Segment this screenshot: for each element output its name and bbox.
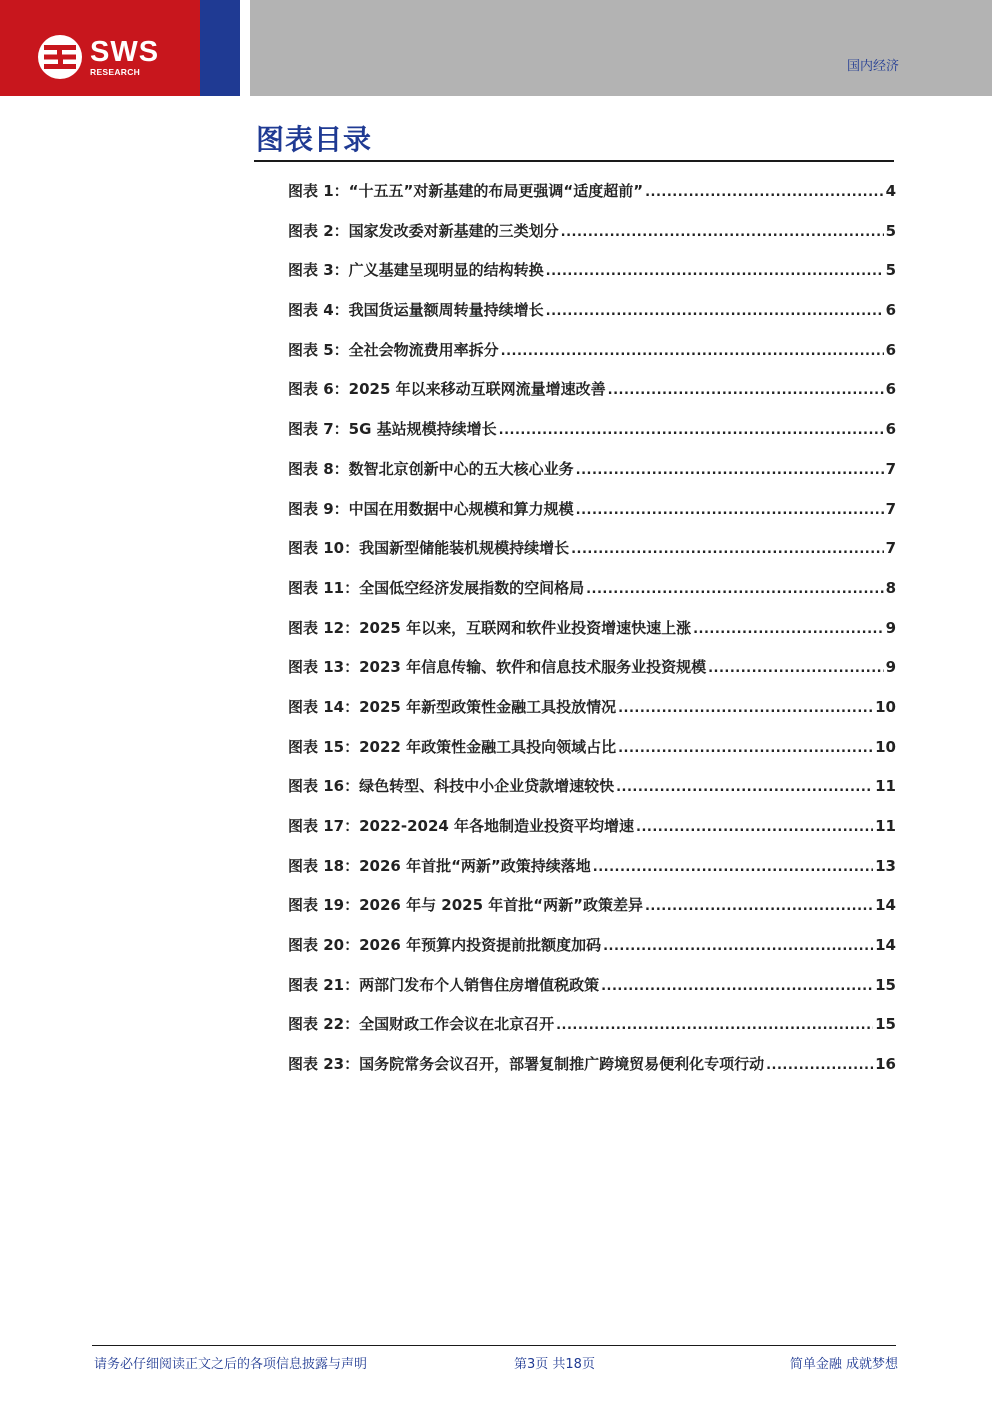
toc-entry-page: 6 (885, 340, 896, 359)
toc-entry[interactable] (288, 811, 896, 851)
toc-entry-title: 图表 8：数智北京创新中心的五大核心业务 (288, 459, 574, 478)
toc-dot-leader (636, 813, 873, 843)
title-divider (254, 160, 894, 162)
toc-dot-leader (576, 456, 884, 486)
page-title: 图表目录 (256, 123, 373, 156)
logo-subtext: RESEARCH (90, 66, 141, 77)
toc-entry-page: 7 (885, 539, 896, 558)
toc-entry[interactable] (288, 930, 896, 970)
toc-dot-leader (618, 694, 873, 724)
toc-entry-title: 图表 4：我国货运量额周转量持续增长 (288, 301, 544, 320)
toc-entry[interactable] (288, 1049, 896, 1089)
sws-logo (36, 33, 159, 81)
footer-disclaimer: 请务必仔细阅读正文之后的各项信息披露与声明 (94, 1357, 368, 1372)
toc-entry-title: 图表 21：两部门发布个人销售住房增值税政策 (288, 975, 600, 994)
toc-dot-leader (693, 615, 883, 645)
toc-entry-title: 图表 14：2025 年新型政策性金融工具投放情况 (288, 697, 617, 716)
footer-divider (92, 1345, 896, 1346)
toc-entry[interactable] (288, 374, 896, 414)
toc-dot-leader (571, 535, 883, 565)
toc-entry-title: 图表 9：中国在用数据中心规模和算力规模 (288, 499, 574, 518)
toc-entry-title: 图表 3：广义基建呈现明显的结构转换 (288, 261, 544, 280)
toc-entry-page: 10 (875, 737, 896, 756)
toc-entry-title: 图表 15：2022 年政策性金融工具投向领域占比 (288, 737, 617, 756)
table-of-contents (288, 176, 896, 1089)
toc-dot-leader (645, 892, 873, 922)
toc-entry-page: 15 (875, 1015, 896, 1034)
toc-entry-title: 图表 6：2025 年以来移动互联网流量增速改善 (288, 380, 606, 399)
toc-entry-page: 14 (875, 936, 896, 955)
toc-dot-leader (601, 972, 873, 1002)
toc-entry-page: 6 (885, 301, 896, 320)
toc-entry-title: 图表 23：国务院常务会议召开，部署复制推广跨境贸易便利化专项行动 (288, 1055, 765, 1074)
toc-entry-page: 16 (875, 1055, 896, 1074)
toc-entry-title: 图表 16：绿色转型、科技中小企业贷款增速较快 (288, 777, 615, 796)
toc-entry-page: 6 (885, 380, 896, 399)
toc-dot-leader (561, 218, 884, 248)
toc-dot-leader (576, 496, 884, 526)
logo-text: SWS (90, 35, 160, 68)
toc-entry-title: 图表 11：全国低空经济发展指数的空间格局 (288, 578, 585, 597)
toc-entry[interactable] (288, 573, 896, 613)
toc-entry[interactable] (288, 216, 896, 256)
toc-dot-leader (586, 575, 883, 605)
toc-entry-page: 5 (885, 221, 896, 240)
toc-dot-leader (708, 654, 883, 684)
toc-entry-page: 8 (885, 578, 896, 597)
toc-dot-leader (766, 1051, 873, 1081)
toc-entry[interactable] (288, 494, 896, 534)
toc-entry-title: 图表 10：我国新型储能装机规模持续增长 (288, 539, 570, 558)
toc-entry-title: 图表 13：2023 年信息传输、软件和信息技术服务业投资规模 (288, 658, 707, 677)
toc-entry[interactable] (288, 771, 896, 811)
sws-logo-icon (36, 33, 84, 81)
toc-entry-page: 7 (885, 499, 896, 518)
toc-dot-leader (546, 257, 884, 287)
toc-dot-leader (499, 416, 884, 446)
toc-entry[interactable] (288, 454, 896, 494)
toc-entry-page: 13 (875, 856, 896, 875)
page-number: 第3页 共18页 (514, 1357, 595, 1372)
toc-entry[interactable] (288, 295, 896, 335)
toc-entry-title: 图表 17：2022-2024 年各地制造业投资平均增速 (288, 817, 635, 835)
toc-entry-title: 图表 2：国家发改委对新基建的三类划分 (288, 221, 559, 240)
toc-entry-page: 6 (885, 420, 896, 439)
toc-entry-page: 9 (885, 618, 896, 637)
toc-dot-leader (616, 773, 873, 803)
toc-dot-leader (593, 853, 873, 883)
toc-entry[interactable] (288, 851, 896, 891)
toc-entry[interactable] (288, 176, 896, 216)
toc-entry-page: 14 (875, 896, 896, 915)
toc-entry[interactable] (288, 970, 896, 1010)
toc-entry[interactable] (288, 890, 896, 930)
toc-entry-page: 9 (885, 658, 896, 677)
toc-entry-page: 11 (875, 777, 896, 796)
toc-entry[interactable] (288, 692, 896, 732)
toc-entry-title: 图表 1：“十五五”对新基建的布局更强调“适度超前” (288, 182, 644, 200)
toc-entry[interactable] (288, 335, 896, 375)
toc-dot-leader (608, 376, 884, 406)
toc-dot-leader (618, 734, 873, 764)
toc-dot-leader (603, 932, 873, 962)
toc-entry-title: 图表 19：2026 年与 2025 年首批“两新”政策差异 (288, 896, 643, 915)
report-category: 国内经济 (846, 59, 899, 74)
toc-dot-leader (546, 297, 884, 327)
toc-entry-page: 4 (885, 182, 896, 200)
toc-entry[interactable] (288, 255, 896, 295)
toc-entry[interactable] (288, 732, 896, 772)
toc-entry-page: 10 (875, 697, 896, 716)
toc-entry-page: 15 (875, 975, 896, 994)
toc-entry-title: 图表 20：2026 年预算内投资提前批额度加码 (288, 936, 602, 955)
footer-slogan: 简单金融 成就梦想 (789, 1357, 898, 1372)
toc-dot-leader (645, 178, 883, 208)
toc-entry[interactable] (288, 1009, 896, 1049)
toc-dot-leader (556, 1011, 873, 1041)
toc-entry-title: 图表 5：全社会物流费用率拆分 (288, 340, 499, 359)
toc-dot-leader (501, 337, 884, 367)
toc-entry-page: 7 (885, 459, 896, 478)
toc-entry-title: 图表 18：2026 年首批“两新”政策持续落地 (288, 856, 591, 875)
toc-entry-title: 图表 12：2025 年以来，互联网和软件业投资增速快速上涨 (288, 618, 692, 637)
toc-entry[interactable] (288, 533, 896, 573)
toc-entry[interactable] (288, 613, 896, 653)
toc-entry-page: 5 (885, 261, 896, 280)
toc-entry-title: 图表 22：全国财政工作会议在北京召开 (288, 1015, 555, 1034)
toc-entry-title: 图表 7：5G 基站规模持续增长 (288, 420, 497, 439)
toc-entry[interactable] (288, 414, 896, 454)
header-blue-band (200, 0, 240, 96)
toc-entry[interactable] (288, 652, 896, 692)
toc-entry-page: 11 (875, 817, 896, 835)
header-gray-band (250, 0, 992, 96)
